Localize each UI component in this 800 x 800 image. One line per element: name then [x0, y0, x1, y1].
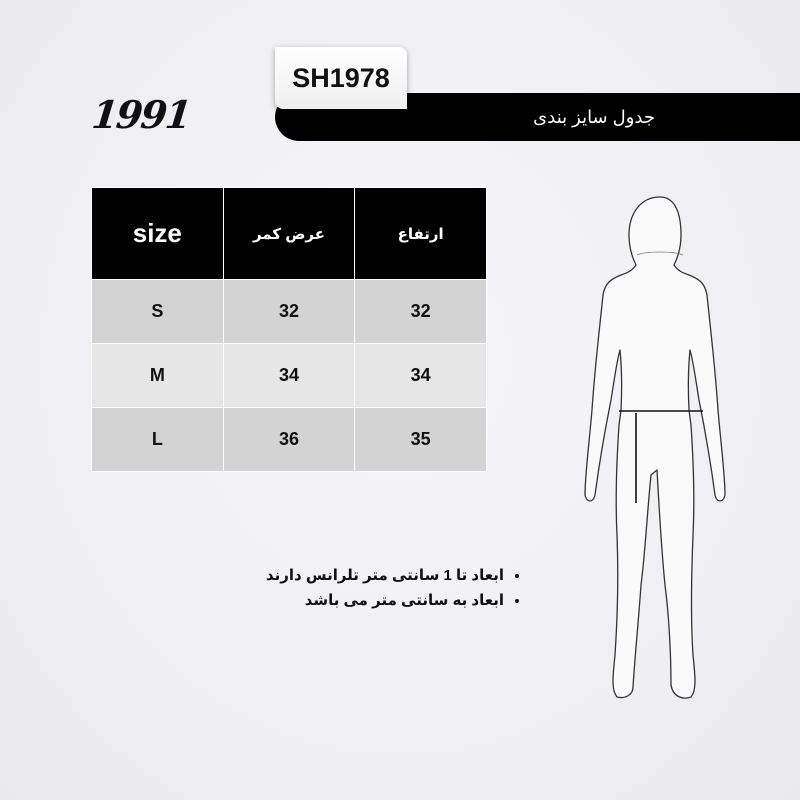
waist-cell: 34: [223, 344, 355, 408]
size-cell: L: [92, 408, 224, 472]
header-cell-length: ارتفاع: [355, 188, 487, 280]
table-row: [92, 344, 487, 408]
waist-cell: 36: [223, 408, 355, 472]
size-cell: S: [92, 280, 224, 344]
product-code-badge: SH1978: [275, 47, 407, 109]
header-cell-size: size: [92, 188, 224, 280]
body-outline-icon: [575, 185, 745, 710]
figure-body: [585, 197, 725, 698]
brand-logo: 1991: [89, 92, 193, 137]
size-cell: M: [92, 344, 224, 408]
waist-cell: 32: [223, 280, 355, 344]
length-cell: 35: [355, 408, 487, 472]
list-item: • ابعاد به سانتی متر می باشد: [266, 588, 504, 613]
length-cell: 34: [355, 344, 487, 408]
header-cell-waist: عرض کمر: [223, 188, 355, 280]
list-item: • ابعاد تا 1 سانتی متر تلرانس دارند: [266, 563, 504, 588]
table-row: [92, 408, 487, 472]
size-table-header: [92, 188, 487, 280]
size-table: [91, 187, 487, 472]
notes-list: [266, 563, 530, 613]
length-cell: 32: [355, 280, 487, 344]
size-chart-title: جدول سایز بندی: [533, 107, 655, 127]
table-row: [92, 280, 487, 344]
